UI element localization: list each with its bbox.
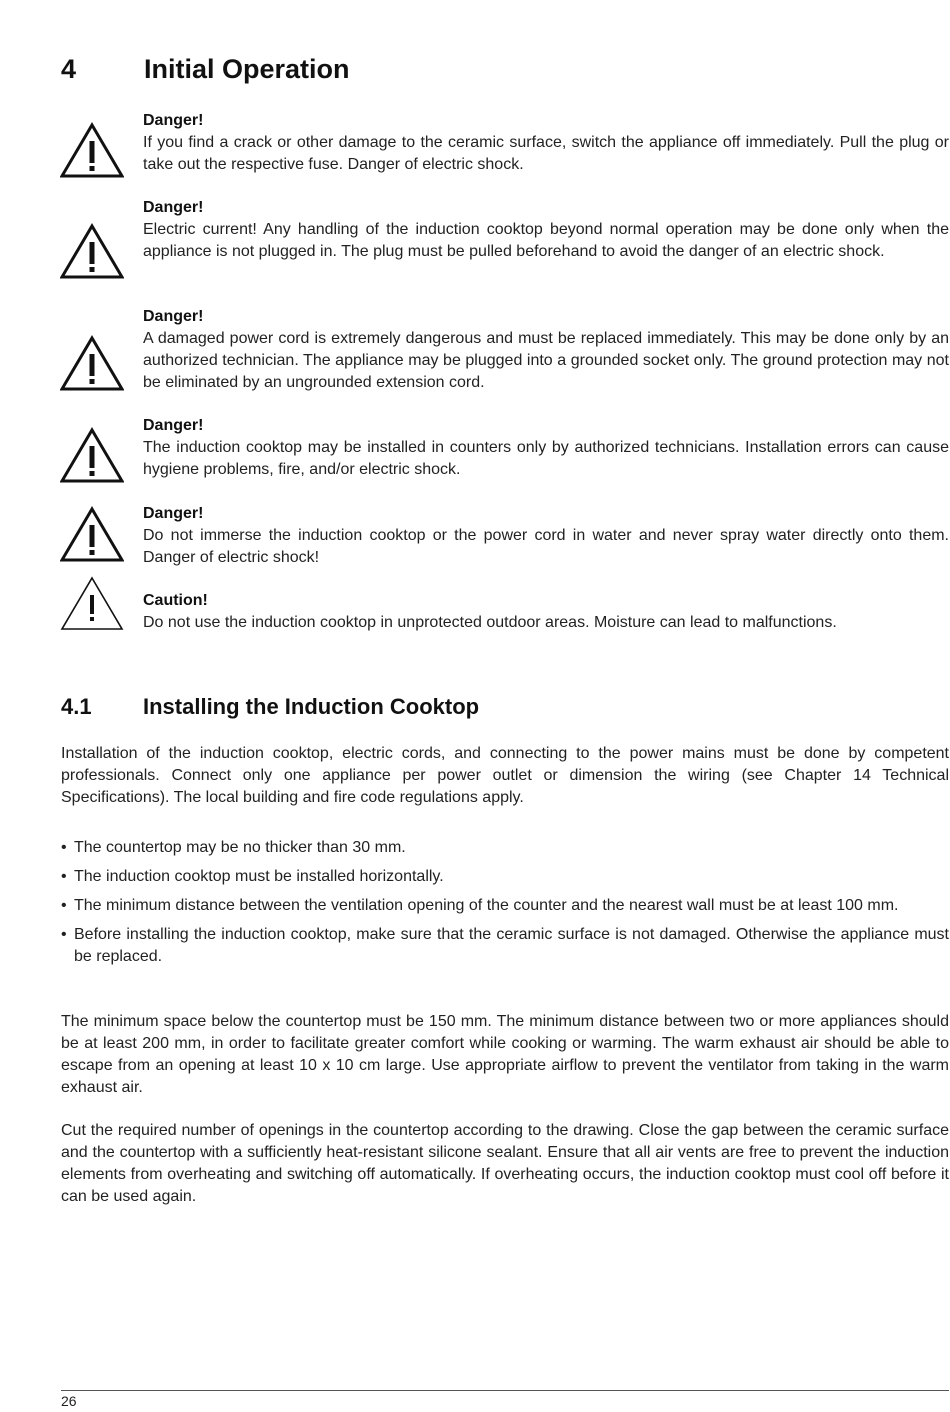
caution-triangle-icon [60,575,124,631]
warning-text: Electric current! Any handling of the induction cooktop beyond normal operation may be done only when the appliance is not plugged in. The plug must be pulled beforehand to avoid the danger of an electric shock. [143,221,949,260]
bullet-glyph: • [61,868,67,885]
warning-title: Danger! [143,112,204,129]
list-item-text: Before installing the induction cooktop, make sure that the ceramic surface is not damaged. Otherwise the appliance must be replaced. [74,926,949,965]
section-title: Installing the Induction Cooktop [143,694,480,719]
warning-title: Danger! [143,417,204,434]
bullet-glyph: • [61,897,67,914]
list-item [61,924,949,968]
list-item-text: The countertop may be no thicker than 30 mm. [74,839,406,856]
footer-divider [61,1390,949,1391]
list-item-text: The induction cooktop must be installed horizontally. [74,868,444,885]
chapter-title: Initial Operation [144,54,350,84]
openings-paragraph: Cut the required number of openings in the countertop according to the drawing. Close the gap between the ceramic surface and the countertop with a sufficiently heat-resistant silicone sealant. Ensure that all air vents are free to prevent the induction elements from overheating and switching off automatically. If overheating occurs, the induction cooktop must cool off before it can be used again. [61,1122,949,1205]
list-item [61,837,949,859]
intro-paragraph: Installation of the induction cooktop, electric cords, and connecting to the power mains must be done by competent professionals. Connect only one appliance per power outlet or dimension the wiring (see Chapter 14 Technical Specifications). The local building and fire code regulations apply. [61,745,949,806]
section-number: 4.1 [61,694,92,719]
warning-text: A damaged power cord is extremely dangerous and must be replaced immediately. This may be done only by an authorized technician. The appliance may be plugged into a grounded socket only. The ground protection may not be eliminated by an ungrounded extension cord. [143,330,949,391]
bullet-glyph: • [61,839,67,856]
warning-title: Danger! [143,199,204,216]
caution-title: Caution! [143,592,208,609]
warning-triangle-icon [60,122,124,178]
requirements-list [61,837,949,975]
warning-title: Danger! [143,505,204,522]
bullet-glyph: • [61,926,67,943]
list-item [61,895,949,917]
list-item-text: The minimum distance between the ventilation opening of the counter and the nearest wall must be at least 100 mm. [74,897,899,914]
warning-text: The induction cooktop may be installed in counters only by authorized technicians. Installation errors can cause hygiene problems, fire, and/or electric shock. [143,439,949,478]
warning-text: Do not immerse the induction cooktop or the power cord in water and never spray water directly onto them. Danger of electric shock! [143,527,949,566]
warning-text: If you find a crack or other damage to the ceramic surface, switch the appliance off immediately. Pull the plug or take out the respective fuse. Danger of electric shock. [143,134,949,173]
spacing-paragraph: The minimum space below the countertop must be 150 mm. The minimum distance between two or more appliances should be at least 200 mm, in order to facilitate greater comfort while cooking or warming. The warm exhaust air should be able to escape from an opening at least 10 x 10 cm large. Use appropriate airflow to prevent the ventilator from taking in the warm exhaust air. [61,1013,949,1096]
warning-triangle-icon [60,223,124,279]
warning-triangle-icon [60,427,124,483]
chapter-number: 4 [61,54,77,84]
page-number: 26 [61,1393,77,1409]
warning-title: Danger! [143,308,204,325]
caution-text: Do not use the induction cooktop in unprotected outdoor areas. Moisture can lead to malfunctions. [143,614,837,631]
list-item [61,866,949,888]
warning-triangle-icon [60,335,124,391]
warning-triangle-icon [60,506,124,562]
